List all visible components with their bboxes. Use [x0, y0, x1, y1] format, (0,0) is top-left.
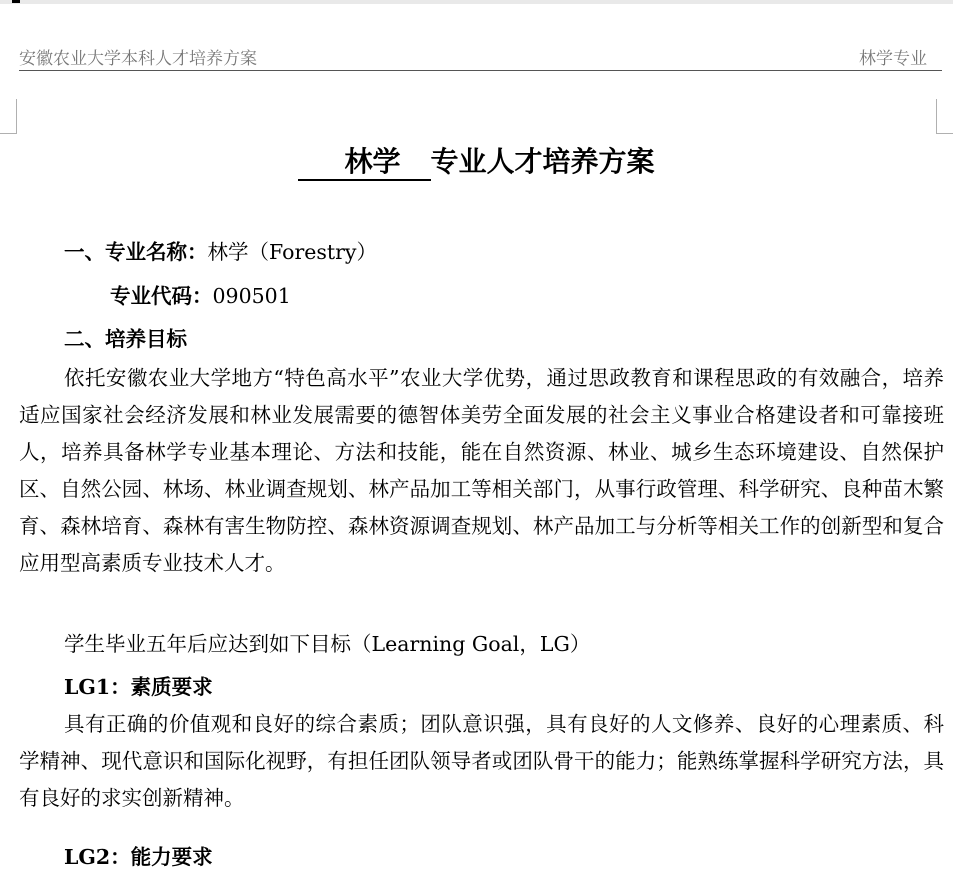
document-title: [0, 140, 953, 181]
lg1-paragraph: 具有正确的价值观和良好的综合素质；团队意识强，具有良好的人文修养、良好的心理素质、科学精神、现代意识和国际化视野，有担任团队领导者或团队骨干的能力；能熟练掌握科学研究方法，具有良好的求实创新精神。: [19, 712, 944, 810]
lg2-heading-partial: LG2：能力要求: [64, 845, 213, 869]
title-major: 林学: [298, 145, 430, 181]
header-divider: [19, 70, 942, 71]
crop-mark-left: [0, 99, 17, 134]
goal-intro: 学生毕业五年后应达到如下目标（Learning Goal，LG）: [64, 632, 591, 656]
section1-heading: 一、专业名称：: [64, 240, 208, 264]
major-code-label: 专业代码：: [110, 284, 213, 308]
major-name-value: 林学（Forestry）: [207, 240, 378, 264]
crop-mark-right: [936, 99, 953, 134]
section2-heading: 二、培养目标: [64, 327, 187, 351]
page-header-left: 安徽农业大学本科人才培养方案: [19, 49, 257, 69]
cursor-mark: [12, 0, 20, 3]
major-code-value: 090501: [212, 284, 291, 308]
title-rest: 专业人才培养方案: [430, 145, 655, 178]
major-name-line: [64, 235, 377, 265]
window-top-bar: [0, 0, 953, 4]
lg1-heading: LG1：素质要求: [64, 675, 213, 699]
page-header-right: 林学专业: [859, 49, 927, 69]
objective-paragraph: 依托安徽农业大学地方“特色高水平”农业大学优势，通过思政教育和课程思政的有效融合，培养适应国家社会经济发展和林业发展需要的德智体美劳全面发展的社会主义事业合格建设者和可靠接班人，培养具备林学专业基本理论、方法和技能，能在自然资源、林业、城乡生态环境建设、自然保护区、自然公园、林场、林业调查规划、林产品加工等相关部门，从事行政管理、科学研究、良种苗木繁育、森林培育、森林有害生物防控、森林资源调查规划、林产品加工与分析等相关工作的创新型和复合应用型高素质专业技术人才。: [19, 366, 944, 575]
major-code-line: [110, 279, 291, 309]
